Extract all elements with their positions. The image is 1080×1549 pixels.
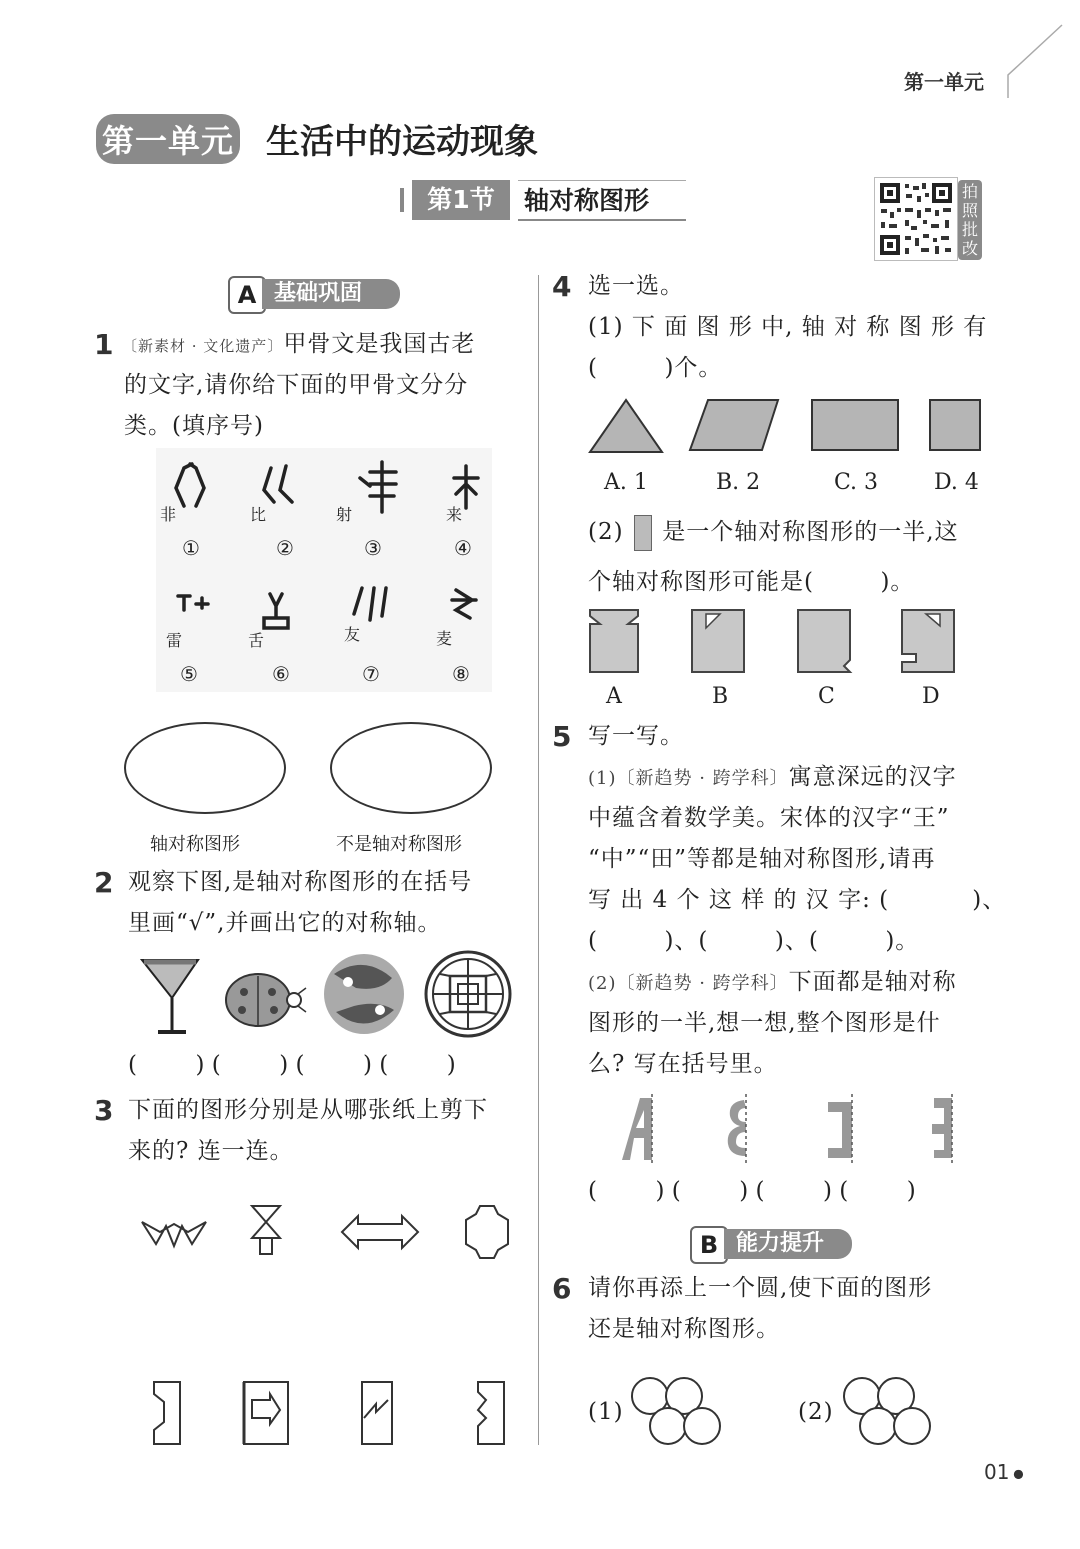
q4-p2-prefix: (2) [588, 519, 624, 545]
oracle-label: 舌 [248, 631, 265, 650]
half-digit-8-icon [728, 1100, 746, 1156]
section-badge-tick [400, 188, 412, 212]
q6-number: 6 [552, 1272, 572, 1305]
q4-p2-line2: 个轴对称图形可能是( )。 [588, 569, 915, 595]
q4-title: 选一选。 [588, 273, 684, 299]
fish-papercut-icon [324, 954, 404, 1034]
q4-p1-line2: ( )个。 [588, 355, 723, 381]
hourglass-arrow-shape-icon [252, 1206, 280, 1254]
q4-p2-shapes [586, 606, 966, 676]
section-b-label: 能力提升 [724, 1229, 852, 1259]
q4-p2-line1-rest: 是一个轴对称图形的一半,这 [662, 519, 959, 545]
oracle-index: ⑧ [452, 662, 470, 686]
q1-line1 [122, 324, 475, 367]
oracle-label: 麦 [436, 629, 453, 648]
half-shape-icon [634, 515, 652, 551]
q1-line1-text: 甲骨文是我国古老 [283, 331, 476, 357]
oracle-label: 射 [336, 505, 353, 524]
q2-line1: 观察下图,是轴对称图形的在括号 [128, 869, 473, 895]
q5-p1-line5[interactable]: ( )、( )、( )。 [588, 928, 920, 954]
page-number-text: 01 [984, 1460, 1010, 1484]
q5-p1-line2: 中蕴含着数学美。宋体的汉字“王” [588, 805, 950, 831]
page-number [984, 1460, 1024, 1484]
q2-pictures [130, 948, 520, 1044]
oracle-index: ④ [454, 536, 472, 560]
unit-badge: 第一单元 [96, 114, 240, 164]
window-lattice-icon [426, 952, 510, 1036]
gourd-shape-icon [466, 1206, 508, 1258]
crown-shape-icon [142, 1222, 206, 1246]
q5-p2-line1 [588, 962, 957, 1004]
shape-a-icon [590, 610, 638, 672]
q3-line2: 来的? 连一连。 [128, 1138, 294, 1164]
q1-line2: 的文字,请你给下面的甲骨文分分 [124, 372, 469, 398]
oracle-index: ⑤ [180, 662, 198, 686]
double-arrow-shape-icon [342, 1216, 418, 1248]
q5-p1-line1-rest: 寓意深远的汉字 [788, 764, 957, 790]
q4-p2-option-a[interactable]: A [606, 684, 622, 709]
q4-p1-option-d[interactable]: D. 4 [934, 470, 979, 495]
half-letter-e-icon [932, 1098, 952, 1158]
oracle-index: ⑥ [272, 662, 290, 686]
circle-icon [894, 1408, 930, 1444]
folded-paper-c-icon [362, 1382, 392, 1444]
half-letter-b-icon [828, 1102, 852, 1158]
q5-p2-line2: 图形的一半,想一想,整个图形是什 [588, 1010, 941, 1036]
circle-icon [860, 1408, 896, 1444]
q6-label-1: (1) [588, 1399, 624, 1425]
rectangle-icon [812, 400, 898, 450]
q4-p2-option-d[interactable]: D [922, 684, 940, 709]
q5-half-letters [606, 1094, 976, 1164]
q4-p2-option-b[interactable]: B [712, 684, 729, 709]
folded-paper-b-icon [244, 1382, 288, 1444]
q5-p2-tag: (2)〔新趋势 · 跨学科〕 [588, 973, 789, 994]
q2-answer-parens[interactable]: ( ) ( ) ( ) ( ) [128, 1052, 456, 1078]
column-divider [538, 275, 539, 1445]
section-a-letter: A [228, 276, 266, 314]
oval-symmetric[interactable] [124, 722, 286, 814]
qr-label: 拍照批改 [958, 180, 982, 260]
oval-not-symmetric[interactable] [330, 722, 492, 814]
q4-p1-option-b[interactable]: B. 2 [716, 470, 761, 495]
q2-number: 2 [94, 866, 114, 899]
oracle-label: 友 [344, 625, 361, 644]
q1-line3: 类。(填序号) [124, 413, 264, 439]
q4-p1-option-a[interactable]: A. 1 [604, 470, 648, 495]
oracle-label: 非 [160, 505, 177, 524]
unit-corner-label: 第一单元 [904, 70, 984, 94]
q4-p2-line1 [588, 512, 959, 553]
qr-code[interactable] [874, 177, 958, 261]
oracle-index: ② [276, 536, 294, 560]
cocktail-glass-icon [142, 960, 198, 1032]
q3-line1: 下面的图形分别是从哪张纸上剪下 [128, 1097, 488, 1123]
q4-p2-option-c[interactable]: C [818, 684, 835, 709]
folded-paper-d-icon [478, 1382, 504, 1444]
q6-label-2: (2) [798, 1399, 834, 1425]
q4-number: 4 [552, 270, 572, 303]
oracle-label: 比 [250, 505, 267, 524]
unit-title: 生活中的运动现象 [266, 122, 538, 162]
folded-paper-a-icon [154, 1382, 180, 1444]
half-letter-a-icon [622, 1098, 652, 1160]
q4-p1-option-c[interactable]: C. 3 [834, 470, 879, 495]
q5-number: 5 [552, 720, 572, 753]
q3-number: 3 [94, 1094, 114, 1127]
q1-tag: 〔新素材 · 文化遗产〕 [122, 337, 284, 355]
oracle-label: 来 [446, 505, 463, 524]
q2-line2: 里画“√”,并画出它的对称轴。 [128, 910, 442, 936]
parallelogram-icon [690, 400, 778, 450]
oracle-label: 雷 [166, 631, 183, 650]
triangle-icon [590, 400, 662, 452]
shape-b-icon [692, 610, 744, 672]
section-badge: 第1节 [412, 180, 510, 220]
q5-title: 写一写。 [588, 723, 684, 749]
oracle-labels [156, 448, 492, 692]
q3-folded-papers [140, 1374, 530, 1454]
corner-fold-line [1000, 20, 1070, 100]
q5-p1-tag: (1)〔新趋势 · 跨学科〕 [588, 768, 789, 789]
q6-circles-1[interactable] [628, 1376, 728, 1450]
q4-p1-shapes [586, 396, 986, 456]
q6-circles-2[interactable] [838, 1376, 938, 1450]
q6-line2: 还是轴对称图形。 [588, 1316, 780, 1342]
section-a-label: 基础巩固 [262, 279, 400, 309]
q5-answer-parens[interactable]: ( ) ( ) ( ) ( ) [588, 1178, 916, 1204]
q5-p1-line4[interactable]: 写 出 4 个 这 样 的 汉 字: ( )、 [588, 887, 1007, 913]
oracle-index: ① [182, 536, 200, 560]
q5-p1-line3: “中”“田”等都是轴对称图形,请再 [588, 846, 936, 872]
section-b-letter: B [690, 1226, 728, 1264]
q3-cut-shapes [130, 1196, 530, 1266]
oracle-index: ⑦ [362, 662, 380, 686]
circle-icon [684, 1408, 720, 1444]
shape-d-icon [902, 610, 954, 672]
q4-p1-line1: (1) 下 面 图 形 中, 轴 对 称 图 形 有 [588, 314, 988, 340]
ladybug-icon [226, 974, 306, 1026]
page-dot-icon: ● [1009, 1466, 1024, 1481]
oval-symmetric-label: 轴对称图形 [150, 834, 240, 855]
square-icon [930, 400, 980, 450]
shape-c-icon [798, 610, 850, 672]
q5-p1-line1 [588, 757, 957, 799]
q6-line1: 请你再添上一个圆,使下面的图形 [588, 1275, 933, 1301]
q5-p2-line3: 么? 写在括号里。 [588, 1051, 778, 1077]
section-title: 轴对称图形 [518, 180, 686, 221]
q5-p2-line1-rest: 下面都是轴对称 [788, 969, 957, 995]
circle-icon [650, 1408, 686, 1444]
oval-not-symmetric-label: 不是轴对称图形 [336, 834, 462, 855]
oracle-index: ③ [364, 536, 382, 560]
q1-number: 1 [94, 328, 114, 361]
